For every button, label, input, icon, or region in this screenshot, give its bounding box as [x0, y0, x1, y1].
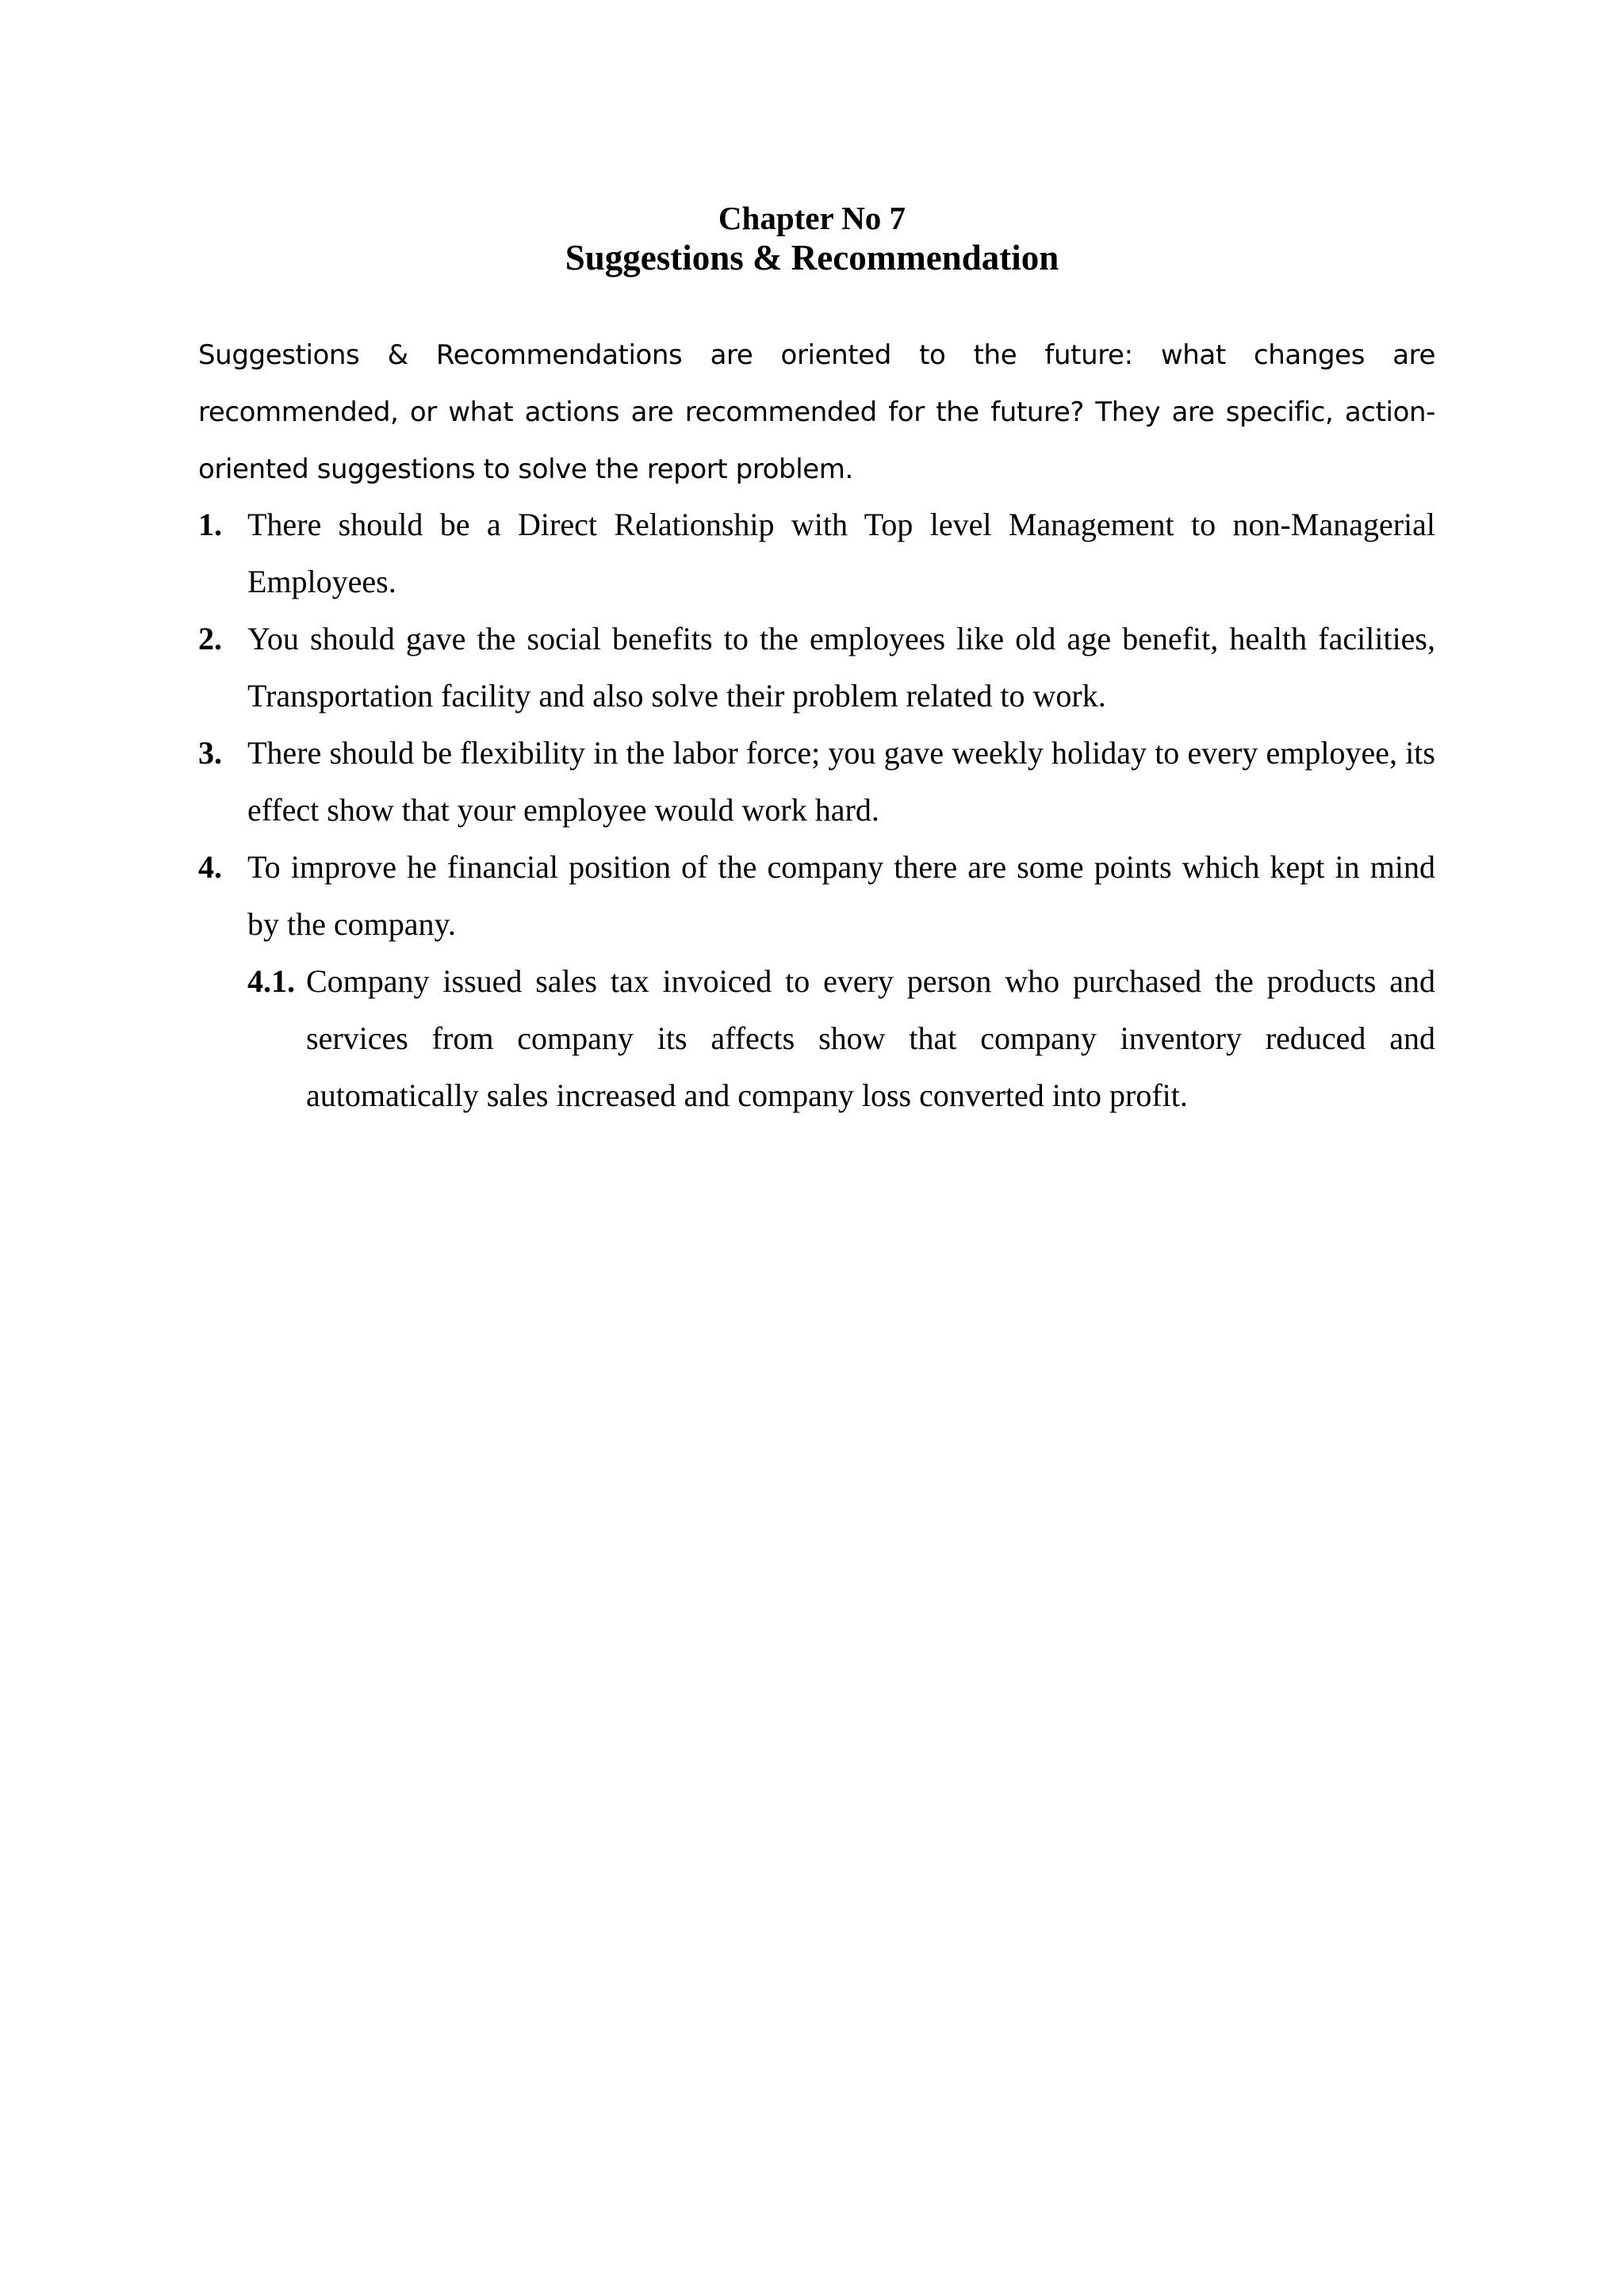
chapter-label: Chapter No 7	[718, 200, 906, 236]
sub-list-item-text: Company issued sales tax invoiced to every person who purchased the products and services from company its affects show that company inventory reduced and automatically sales increased and company loss converted into profit.	[306, 963, 1435, 1113]
chapter-title: Suggestions & Recommendation	[565, 238, 1059, 277]
list-item-number: 2.	[198, 621, 222, 656]
list-item-number: 4.	[198, 849, 222, 885]
list-item-number: 1.	[198, 507, 222, 542]
sub-list-item-number: 4.1.	[247, 963, 295, 999]
list-item-number: 3.	[198, 735, 222, 771]
recommendation-list	[198, 496, 1435, 1124]
list-item-text: There should be flexibility in the labor force; you gave weekly holiday to every employee, its effect show that your employee would work hard.	[247, 735, 1435, 828]
list-item	[198, 839, 1435, 953]
list-item-text: To improve he financial position of the company there are some points which kept in mind by the company.	[247, 849, 1435, 942]
list-item	[198, 496, 1435, 610]
list-item	[198, 725, 1435, 839]
list-item-text: You should gave the social benefits to the employees like old age benefit, health facilities, Transportation facility and also solve their problem related to work.	[247, 621, 1435, 714]
list-item-text: There should be a Direct Relationship with Top level Management to non-Managerial Employees.	[247, 507, 1435, 599]
intro-paragraph: Suggestions & Recommendations are oriented to the future: what changes are recommended, or what actions are recommended for the future? They are specific, action-oriented suggestions to solve the report problem.	[198, 339, 1435, 485]
sub-list-item	[247, 953, 1435, 1124]
list-item	[198, 610, 1435, 725]
